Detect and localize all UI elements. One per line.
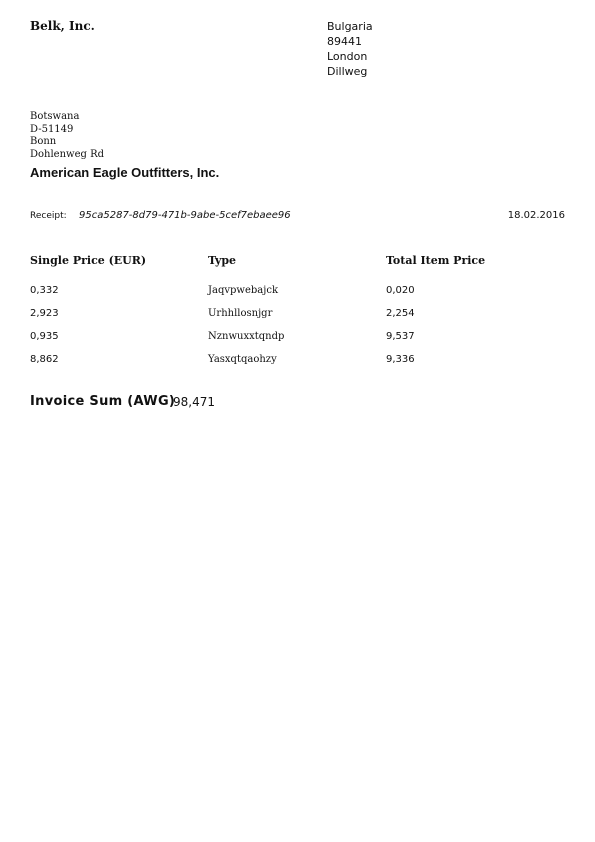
sender-name: Belk, Inc. xyxy=(30,19,95,33)
recipient-postal-code: D-51149 xyxy=(30,123,74,135)
sender-postal-code: 89441 xyxy=(327,35,362,48)
single-price-cell: 0,935 xyxy=(30,331,59,342)
sender-address xyxy=(327,19,373,79)
table-row xyxy=(0,308,595,324)
receipt-date: 18.02.2016 xyxy=(507,210,565,221)
invoice-sum-value: 98,471 xyxy=(173,395,215,409)
type-cell: Yasxqtqaohzy xyxy=(208,354,277,365)
sender-country: Bulgaria xyxy=(327,20,373,33)
receipt-id: 95ca5287-8d79-471b-9abe-5cef7ebaee96 xyxy=(79,210,291,221)
single-price-cell: 0,332 xyxy=(30,285,59,296)
recipient-country: Botswana xyxy=(30,111,80,122)
sender-street: Dillweg xyxy=(327,65,368,78)
total-item-price-cell: 0,020 xyxy=(386,285,415,296)
header-total-item-price: Total Item Price xyxy=(386,254,486,267)
type-cell: Urhhllosnjgr xyxy=(208,308,273,319)
total-item-price-cell: 9,537 xyxy=(386,331,415,342)
single-price-cell: 8,862 xyxy=(30,354,59,365)
table-row xyxy=(0,331,595,347)
recipient-street: Dohlenweg Rd xyxy=(30,148,105,160)
recipient-address xyxy=(30,111,104,161)
header-single-price: Single Price (EUR) xyxy=(30,254,147,267)
total-item-price-cell: 2,254 xyxy=(386,308,415,319)
type-cell: Jaqvpwebajck xyxy=(208,285,279,296)
recipient-name: American Eagle Outfitters, Inc. xyxy=(30,165,220,180)
type-cell: Nznwuxxtqndp xyxy=(208,331,285,342)
table-row xyxy=(0,285,595,301)
sender-city: London xyxy=(327,50,368,63)
total-item-price-cell: 9,336 xyxy=(386,354,415,365)
receipt-label: Receipt: xyxy=(30,211,67,221)
header-type: Type xyxy=(208,254,237,267)
invoice-sum-label: Invoice Sum (AWG) xyxy=(30,394,176,409)
single-price-cell: 2,923 xyxy=(30,308,59,319)
recipient-city: Bonn xyxy=(30,136,57,147)
table-row xyxy=(0,354,595,370)
